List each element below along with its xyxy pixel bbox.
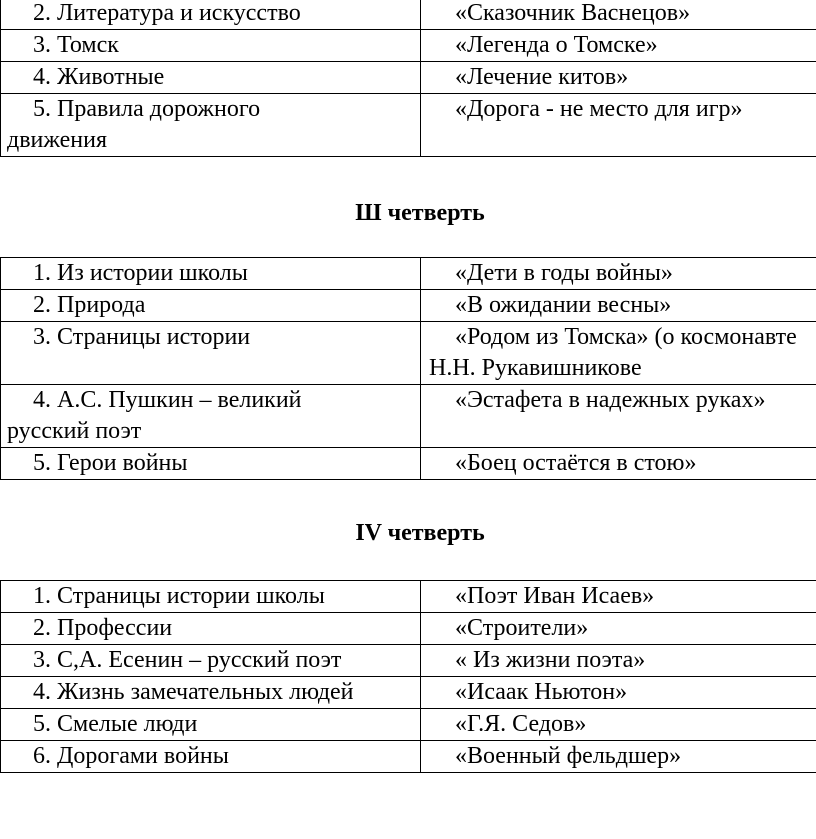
lesson-cell: «Легенда о Томске» [421,30,816,62]
table-row [1,645,816,677]
table-row [1,741,816,773]
quarter4-heading: IV четверть [355,520,485,546]
lesson-cell: « Из жизни поэта» [421,645,816,677]
table-row [1,448,816,480]
lesson-cell: «Сказочник Васнецов» [421,0,816,30]
quarter3-heading: Ш четверть [355,200,485,226]
topic-cell: 1. Страницы истории школы [1,581,421,613]
table-row [1,30,816,62]
lesson-cell: «Военный фельдшер» [421,741,816,773]
table-row [1,62,816,94]
lesson-cell: «Дорога - не место для игр» [421,94,816,157]
lesson-cell: «Г.Я. Седов» [421,709,816,741]
table-row [1,581,816,613]
lesson-cell: «Исаак Ньютон» [421,677,816,709]
topic-cell: 2. Природа [1,290,421,322]
quarter3-table [0,257,816,480]
table-row [1,258,816,290]
lesson-cell: «Дети в годы войны» [421,258,816,290]
lesson-cell: «Лечение китов» [421,62,816,94]
table-row [1,677,816,709]
topic-cell: 6. Дорогами войны [1,741,421,773]
top-topics-table [0,0,816,157]
lesson-cell: «Родом из Томска» (о космонавте Н.Н. Рукавишникове [421,322,816,385]
table-row [1,613,816,645]
lesson-cell: «Эстафета в надежных руках» [421,385,816,448]
table-row [1,94,816,157]
topic-cell: 2. Профессии [1,613,421,645]
table-row [1,0,816,30]
lesson-cell: «В ожидании весны» [421,290,816,322]
topic-cell: 2. Литература и искусство [1,0,421,30]
topic-cell: 4. А.С. Пушкин – великий русский поэт [1,385,421,448]
lesson-cell: «Строители» [421,613,816,645]
topic-cell: 5. Смелые люди [1,709,421,741]
topic-cell: 3. С,А. Есенин – русский поэт [1,645,421,677]
topic-cell: 5. Герои войны [1,448,421,480]
quarter4-table [0,580,816,773]
table-row [1,385,816,448]
lesson-cell: «Боец остаётся в стою» [421,448,816,480]
table-row [1,290,816,322]
table-row [1,322,816,385]
lesson-cell: «Поэт Иван Исаев» [421,581,816,613]
topic-cell: 4. Жизнь замечательных людей [1,677,421,709]
topic-cell: 5. Правила дорожного движения [1,94,421,157]
topic-cell: 4. Животные [1,62,421,94]
topic-cell: 3. Страницы истории [1,322,421,385]
topic-cell: 1. Из истории школы [1,258,421,290]
table-row [1,709,816,741]
topic-cell: 3. Томск [1,30,421,62]
